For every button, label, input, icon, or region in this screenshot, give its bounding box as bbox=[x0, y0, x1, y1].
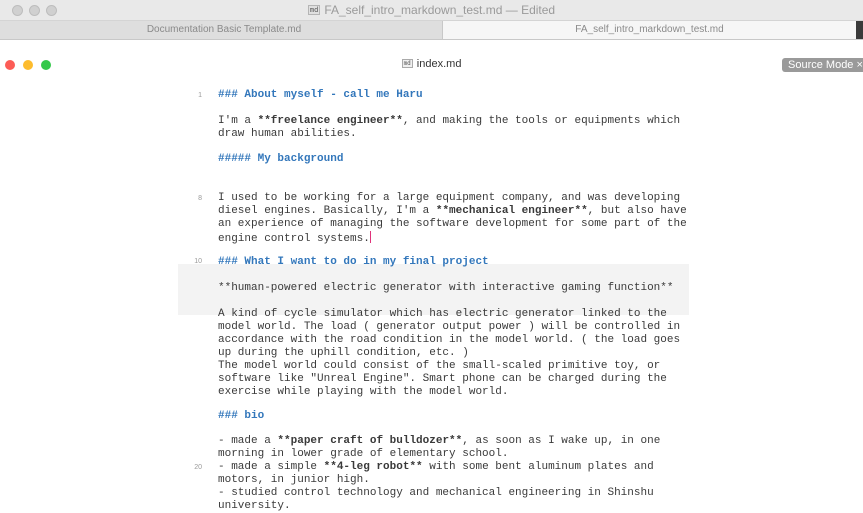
line-number: 10 bbox=[194, 258, 202, 265]
edited-indicator: — Edited bbox=[502, 3, 556, 17]
text-line: A kind of cycle simulator which has electric generator linked to the bbox=[218, 308, 667, 320]
text-line: I used to be working for a large equipment company, and was developing bbox=[218, 192, 681, 204]
heading-about-myself: ### About myself - call me Haru bbox=[218, 89, 423, 101]
outer-window-title bbox=[0, 3, 863, 17]
text-line: - studied control technology and mechanical engineering in Shinshu bbox=[218, 487, 654, 499]
file-name: index.md bbox=[416, 58, 462, 70]
document-icon: md bbox=[309, 6, 319, 14]
text-line: - made a simple **4-leg robot** with some bent aluminum plates and bbox=[218, 461, 654, 473]
source-mode-badge[interactable]: Source Mode × bbox=[782, 58, 863, 72]
text-line: accordance with the road condition in the model world. ( the load goes bbox=[218, 334, 681, 346]
line-number: 1 bbox=[198, 92, 202, 99]
text-line: - made a **paper craft of bulldozer**, as soon as I wake up, in one bbox=[218, 435, 661, 447]
text-line: an experience of managing the software development for some part of the bbox=[218, 218, 687, 230]
editor-window-titlebar bbox=[0, 56, 863, 74]
text-line-bold: **human-powered electric generator with interactive gaming function** bbox=[218, 282, 674, 294]
text-line: exercise while playing with the model world. bbox=[218, 386, 509, 398]
text-line: model world. The load ( generator output power ) will be controlled in bbox=[218, 321, 681, 333]
text-line: draw human abilities. bbox=[218, 128, 357, 140]
line-number: 8 bbox=[198, 195, 202, 202]
text-line: The model world could consist of the small-scaled primitive toy, or bbox=[218, 360, 661, 372]
tab-overflow-right bbox=[856, 21, 863, 39]
text-line: diesel engines. Basically, I'm a **mechanical engineer**, but also have bbox=[218, 205, 687, 217]
line-number: 20 bbox=[194, 464, 202, 471]
text-line: morning in lower grade of elementary school. bbox=[218, 448, 509, 460]
editor-window-title bbox=[0, 58, 863, 70]
text-line: I'm a **freelance engineer**, and making the tools or equipments which bbox=[218, 115, 681, 127]
heading-final-project: ### What I want to do in my final project bbox=[218, 256, 489, 268]
text-line: software like "Unreal Engine". Smart phone can be charged during the bbox=[218, 373, 667, 385]
heading-bio: ### bio bbox=[218, 410, 265, 422]
text-line: university. bbox=[218, 500, 291, 512]
text-cursor bbox=[370, 231, 371, 243]
text-line: engine control systems. bbox=[218, 233, 370, 245]
tab-bar bbox=[0, 21, 863, 40]
text-line: up during the uphill condition, etc. ) bbox=[218, 347, 469, 359]
document-icon: md bbox=[403, 60, 411, 67]
outer-title-text: FA_self_intro_markdown_test.md bbox=[324, 3, 503, 17]
outer-window-titlebar bbox=[0, 0, 863, 21]
heading-my-background: ##### My background bbox=[218, 153, 344, 165]
tab-documentation-basic-template[interactable]: Documentation Basic Template.md bbox=[146, 24, 302, 35]
text-line: motors, in junior high. bbox=[218, 474, 370, 486]
editor-area[interactable] bbox=[0, 74, 863, 512]
tab-fa-self-intro[interactable]: FA_self_intro_markdown_test.md bbox=[442, 21, 856, 39]
